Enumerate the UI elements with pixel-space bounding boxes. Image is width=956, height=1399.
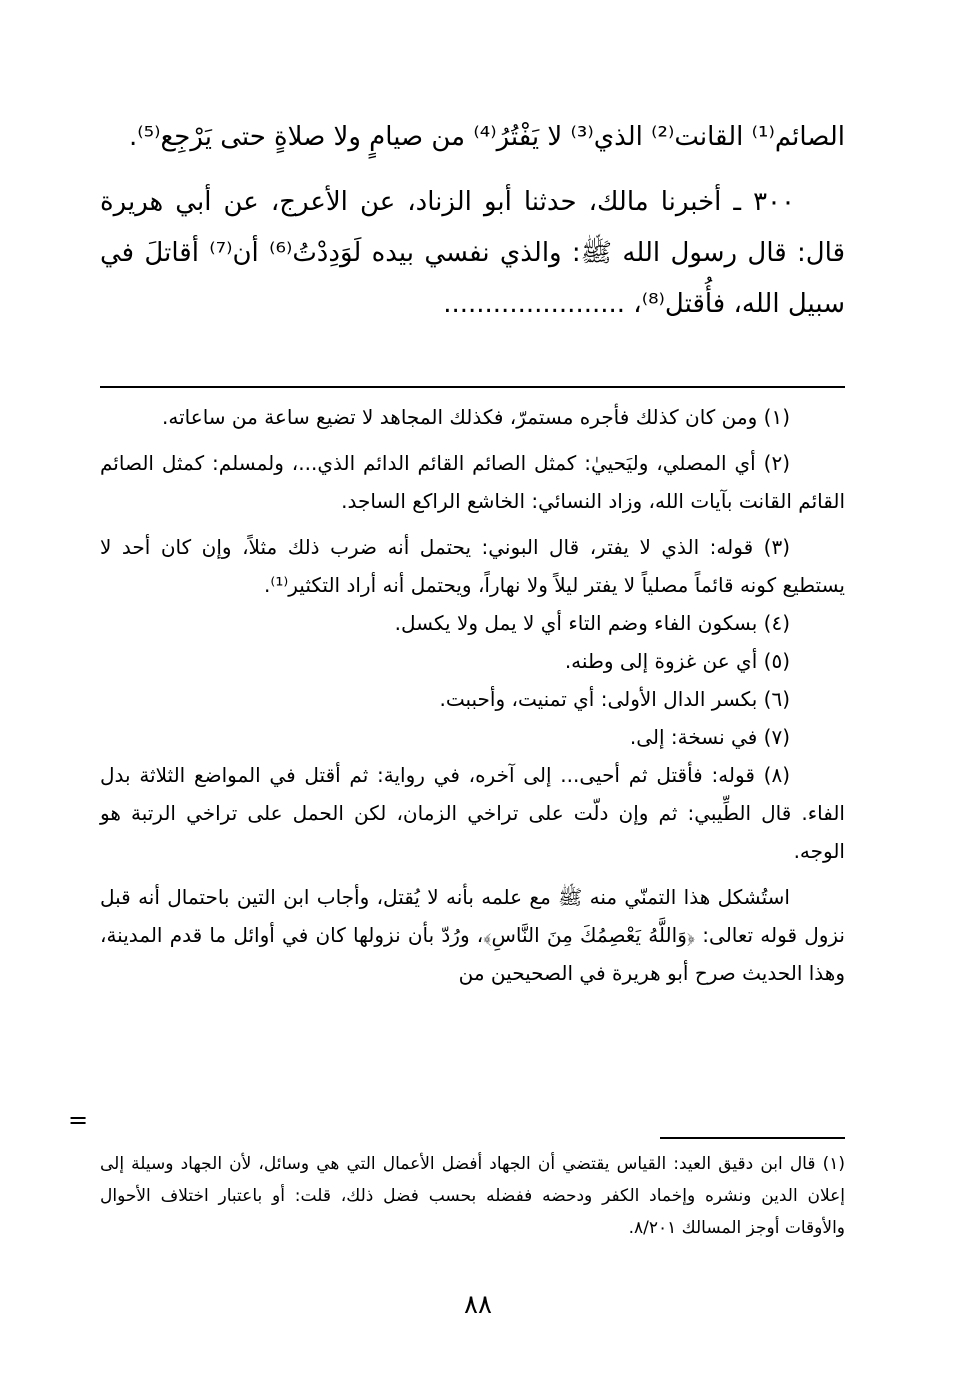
footnote-1: (١) ومن كان كذلك فأجره مستمرّ، فكذلك المجاهد لا تضيع ساعة من ساعاته. — [162, 405, 790, 429]
footnote-8-continued: استُشكل هذا التمنّي منه ﷺ مع علمه بأنه لا يُقتل، وأجاب ابن التين باحتمال أنه قبل نزول قوله تعالى: ﴿وَاللَّهُ يَعْصِمُكَ مِنَ النَّاسِ﴾، ورُدّ بأن نزولها كان في أوائل ما قدم المدينة، وهذا الحديث صرح أبو هريرة في الصحيحين من — [100, 885, 845, 985]
footnote-separator — [100, 386, 845, 388]
continuation-mark: = — [68, 1106, 89, 1134]
footnote-4: (٤) بسكون الفاء وضم التاء أي لا يمل ولا يكسل. — [394, 611, 790, 635]
hadith-300-text: ٣٠٠ ـ أخبرنا مالك، حدثنا أبو الزناد، عن الأعرج، عن أبي هريرة قال: قال رسول الله ﷺ: والذي نفسي بيده لَوَدِدْتُ⁽⁶⁾ أن⁽⁷⁾ أقاتلَ في سبيل الله، فأُقتل⁽⁸⁾، — [100, 187, 845, 319]
footnote-6: (٦) بكسر الدال الأولى: أي تمنيت، وأحببت. — [439, 687, 790, 711]
paragraph-1: الصائم⁽¹⁾ القانت⁽²⁾ الذي⁽³⁾ لا يَفْتُرُ⁽⁴⁾ من صيامٍ ولا صلاةٍ حتى يَرْجِع⁽⁵⁾. — [128, 122, 845, 152]
footnote-7: (٧) في نسخة: إلى. — [629, 725, 790, 749]
page-number: ٨٨ — [464, 1290, 492, 1320]
footnote-8: (٨) قوله: فأقتل ثم أحيى... إلى آخره، في رواية: ثم أقتل في المواضع الثلاثة بدل الفاء. قال الطِّيبي: ثم وإن دلّت على تراخي الزمان، لكن الحمل على تراخي الرتبة هو الوجه. — [100, 763, 845, 863]
footnote-5: (٥) أي عن غزوة إلى وطنه. — [564, 649, 790, 673]
subfootnotes — [100, 1148, 845, 1244]
subfootnote-separator — [660, 1137, 845, 1139]
footnote-3: (٣) قوله: الذي لا يفتر، قال البوني: يحتمل أنه ضرب ذلك مثلاً، وإن كان أحد لا يستطيع كونه قائماً مصلياً لا يفتر ليلاً ولا نهاراً، ويحتمل أنه أراد التكثير⁽¹⁾. — [100, 535, 845, 597]
main-text — [100, 112, 845, 330]
paragraph-2 — [100, 177, 845, 330]
continuation-dots: ...................... — [443, 289, 626, 319]
footnote-2: (٢) أي المصلي، وليَحييٰ: كمثل الصائم القائم الدائم الذي...، ولمسلم: كمثل الصائم القائم القانت بآيات الله، وزاد النسائي: الخاشع الراكع الساجد. — [100, 451, 845, 513]
subfootnote-1: (١) قال ابن دقيق العيد: القياس يقتضي أن الجهاد أفضل الأعمال التي هي وسائل، لأن الجهاد وسيلة إلى إعلان الدين ونشره وإخماد الكفر ودحضه ففضله بحسب فضل ذلك، قلت: أو باعتبار اختلاف الأحوال والأوقات أوجز المسالك ٨/٢٠١. — [100, 1154, 845, 1238]
footnotes — [100, 398, 845, 992]
